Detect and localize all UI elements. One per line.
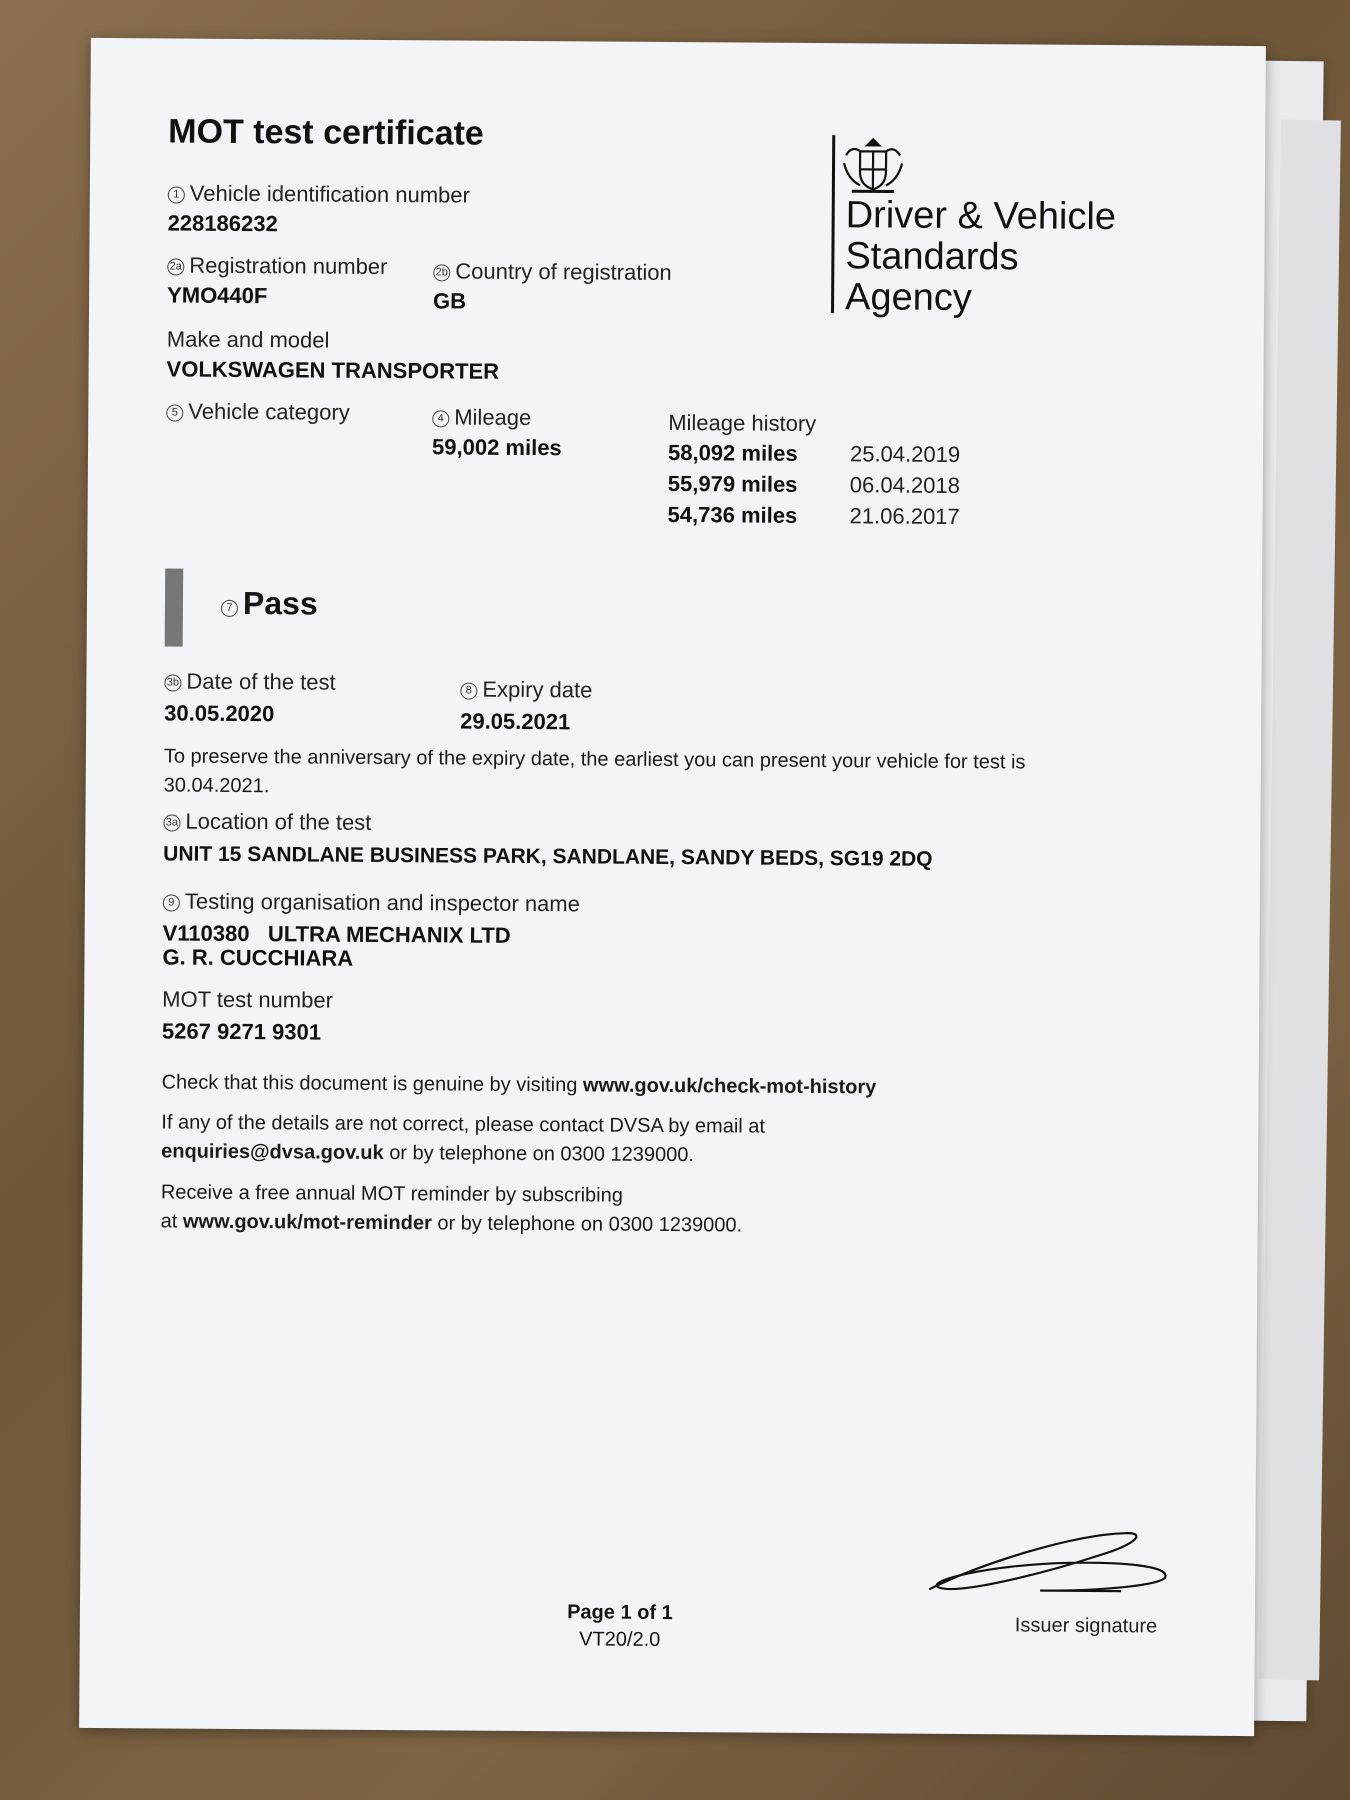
test-date-value: 30.05.2020 [164, 700, 275, 727]
field-number-2b: 2b [433, 264, 450, 281]
history-date: 21.06.2017 [849, 503, 960, 529]
reminder-text [161, 1178, 743, 1240]
reminder-line-2: at www.gov.uk/mot-reminder or by telephone on 0300 1239000. [160, 1210, 743, 1237]
issuer-signature-icon [920, 1524, 1181, 1606]
field-number-1: 1 [168, 186, 185, 203]
vin-label: 1 Vehicle identification number [168, 180, 470, 208]
field-number-9: 9 [163, 894, 180, 911]
anniversary-note-line-1: To preserve the anniversary of the expiry date, the earliest you can present your vehicle for test is [163, 745, 1026, 774]
test-date-label: 3b Date of the test [164, 668, 335, 695]
test-number-label: MOT test number [162, 986, 334, 1013]
reminder-line-1: Receive a free annual MOT reminder by subscribing [160, 1181, 623, 1207]
inspector-name: G. R. CUCCHIARA [162, 944, 354, 971]
mot-reminder-link: www.gov.uk/mot-reminder [182, 1210, 432, 1235]
mileage-history-row [668, 440, 960, 473]
check-genuine-text: Check that this document is genuine by visiting www.gov.uk/check-mot-history [161, 1071, 877, 1099]
issuer-signature-label: Issuer signature [1014, 1614, 1158, 1638]
test-number-value: 5267 9271 9301 [161, 1018, 322, 1045]
organisation-label: 9 Testing organisation and inspector name [163, 888, 580, 917]
form-code: VT20/2.0 [579, 1628, 661, 1651]
contact-line-2: enquiries@dvsa.gov.uk or by telephone on 0300 1239000. [161, 1140, 695, 1167]
make-model-label: Make and model [166, 326, 330, 353]
mot-certificate-page [79, 38, 1266, 1736]
contact-email: enquiries@dvsa.gov.uk [161, 1140, 384, 1164]
mileage-history-row [668, 471, 960, 504]
make-model-value: VOLKSWAGEN TRANSPORTER [166, 356, 500, 384]
agency-line-2: Standards [845, 235, 1019, 279]
country-label: 2b Country of registration [433, 258, 672, 286]
field-number-7: 7 [221, 600, 238, 617]
history-date: 25.04.2019 [849, 441, 961, 467]
organisation-code: V110380 [162, 920, 250, 947]
mileage-history-row [667, 502, 959, 535]
royal-crest-icon [838, 133, 908, 199]
field-number-3b: 3b [164, 674, 181, 691]
page-number: Page 1 of 1 [567, 1601, 673, 1625]
mileage-history-list [667, 440, 960, 535]
history-miles: 54,736 miles [667, 501, 798, 528]
history-miles: 58,092 miles [667, 439, 798, 466]
location-label: 3a Location of the test [163, 808, 371, 835]
registration-label: 2a Registration number [167, 252, 387, 280]
vehicle-category-label: 5 Vehicle category [166, 398, 350, 425]
mileage-value: 59,002 miles [431, 434, 562, 461]
agency-rule [831, 135, 835, 313]
location-value: UNIT 15 SANDLANE BUSINESS PARK, SANDLANE, SANDY BEDS, SG19 2DQ [163, 842, 933, 871]
agency-line-3: Agency [844, 276, 973, 320]
page-footer [500, 1601, 740, 1653]
check-mot-history-link: www.gov.uk/check-mot-history [582, 1074, 877, 1099]
field-number-3a: 3a [163, 814, 180, 831]
country-value: GB [432, 288, 467, 314]
field-number-2a: 2a [167, 258, 184, 275]
history-miles: 55,979 miles [667, 470, 798, 497]
expiry-date-value: 29.05.2021 [460, 708, 571, 735]
history-date: 06.04.2018 [849, 472, 961, 498]
mileage-history-label: Mileage history [668, 409, 817, 436]
result-pass: 7 Pass [221, 585, 318, 623]
contact-line-1: If any of the details are not correct, please contact DVSA by email at [161, 1111, 766, 1138]
mileage-label: 4 Mileage [432, 404, 531, 431]
anniversary-note [164, 742, 1154, 807]
field-number-5: 5 [166, 404, 183, 421]
contact-text [161, 1108, 765, 1170]
pass-indicator-bar [165, 568, 184, 646]
certificate-title: MOT test certificate [168, 112, 484, 153]
anniversary-note-line-2: 30.04.2021. [163, 774, 270, 798]
organisation-name: ULTRA MECHANIX LTD [267, 921, 511, 948]
agency-name [845, 195, 1116, 320]
vin-value: 228186232 [167, 210, 278, 237]
registration-value: YMO440F [167, 282, 268, 309]
field-number-8: 8 [460, 683, 477, 700]
field-number-4: 4 [432, 410, 449, 427]
agency-line-1: Driver & Vehicle [845, 194, 1117, 239]
expiry-date-label: 8 Expiry date [460, 677, 592, 704]
